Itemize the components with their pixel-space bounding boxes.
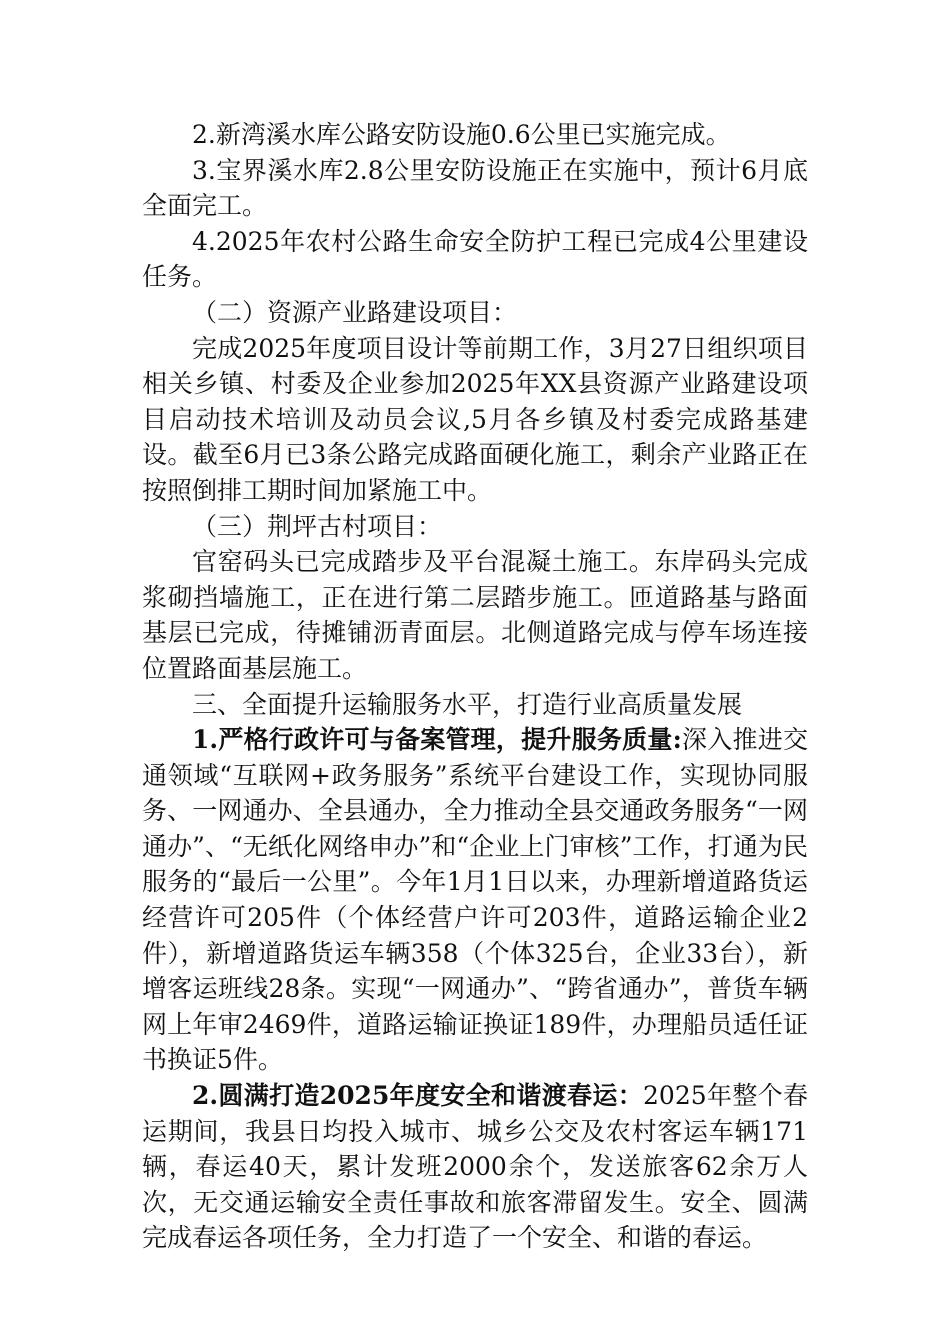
paragraph-jingping-village: 官窑码头已完成踏步及平台混凝土施工。东岸码头完成浆砌挡墙施工，正在进行第二层踏步施工。匝道路基与路面基层已完成，待摊铺沥青面层。北侧道路完成与停车场连接位置路面基层施工。	[142, 547, 808, 683]
section-heading-transport-service: 三、全面提升运输服务水平，打造行业高质量发展	[192, 689, 743, 719]
document-body	[142, 117, 808, 1256]
paragraph-resource-road: 完成2025年度项目设计等前期工作，3月27日组织项目相关乡镇、村委及企业参加2025年XX县资源产业路建设项目启动技术培训及动员会议,5月各乡镇及村委完成路基建设。截至6月已3条公路完成路面硬化施工，剩余产业路正在按照倒排工期时间加紧施工中。	[142, 333, 808, 505]
paragraph-administrative-license: 1.严格行政许可与备案管理，提升服务质量:深入推进交通领域“互联网+政务服务”系统平台建设工作，实现协同服务、一网通办、全县通办，全力推动全县交通政务服务“一网通办”、“无纸化网络申办”和“企业上门审核”工作，打通为民服务的“最后一公里”。今年1月1日以来，办理新增道路货运经营许可205件（个体经营户许可203件，道路运输企业2件），新增道路货运车辆358（个体325台，企业33台），新增客运班线28条。实现“一网通办”、“跨省通办”，普货车辆网上年审2469件，道路运输证换证189件，办理船员适任证书换证5件。	[142, 725, 808, 1075]
section-heading-resource-road: （二）资源产业路建设项目：	[192, 297, 518, 327]
paragraph-item-2: 2.新湾溪水库公路安防设施0.6公里已实施完成。	[192, 120, 731, 149]
paragraph-item-4: 4.2025年农村公路生命安全防护工程已完成4公里建设任务。	[142, 226, 808, 292]
bold-lead-spring-transport: 2.圆满打造2025年度安全和谐渡春运：	[192, 1081, 644, 1111]
paragraph-item-3: 3.宝界溪水库2.8公里安防设施正在实施中，预计6月底全面完工。	[142, 155, 808, 221]
section-heading-jingping-village: （三）荆坪古村项目：	[192, 511, 443, 541]
paragraph-spring-festival-transport: 2.圆满打造2025年度安全和谐渡春运：2025年整个春运期间，我县日均投入城市、城乡公交及农村客运车辆171辆，春运40天，累计发班2000余个，发送旅客62余万人次，无交通运输安全责任事故和旅客滞留发生。安全、圆满完成春运各项任务，全力打造了一个安全、和谐的春运。	[142, 1081, 808, 1253]
bold-lead-license: 1.严格行政许可与备案管理，提升服务质量:	[192, 725, 682, 755]
